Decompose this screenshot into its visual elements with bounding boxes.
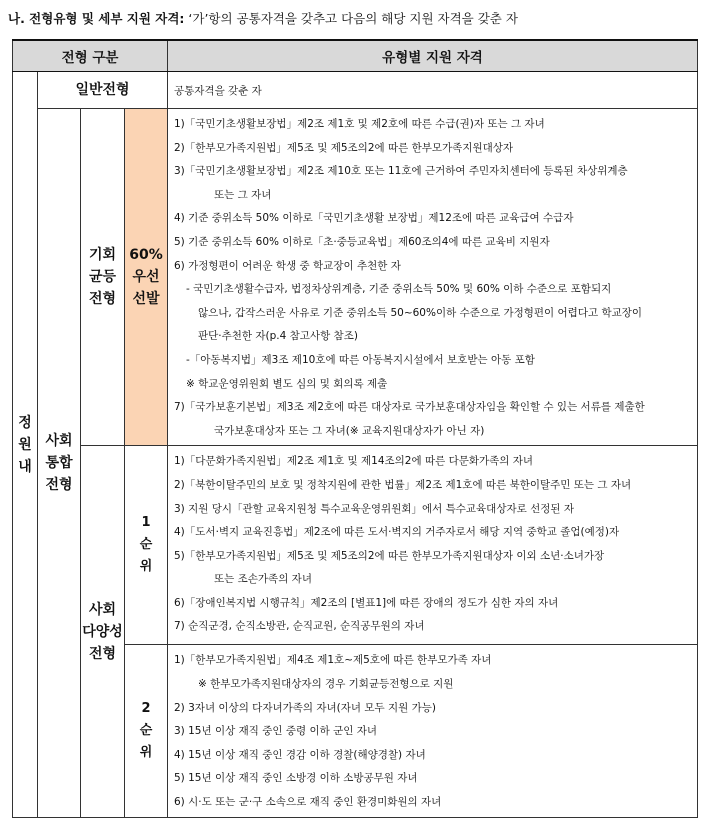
rank-1-content (168, 446, 698, 645)
requirement-line: 7)「국가보훈기본법」제3조 제2호에 따른 대상자로 국가보훈대상자임을 확인할 수 있는 서류를 제출한 (174, 401, 645, 414)
requirement-line: 또는 조손가족의 자녀 (214, 573, 312, 586)
general-admission-content: 공통자격을 갖춘 자 (168, 72, 698, 109)
requirement-line: 2) 3자녀 이상의 다자녀가족의 자녀(자녀 모두 지원 가능) (174, 701, 437, 714)
requirement-line: ※ 학교운영위원회 별도 심의 및 회의록 제출 (186, 377, 388, 390)
requirement-line: -「아동복지법」제3조 제10호에 따른 아동복지시설에서 보호받는 아동 포함 (186, 353, 535, 366)
priority-60-label: 60% 우선 선발 (125, 109, 168, 446)
requirement-line: 6) 시·도 또는 군·구 소속으로 재직 중인 환경미화원의 자녀 (174, 795, 442, 808)
col-header-eligibility: 유형별 지원 자격 (168, 40, 698, 72)
requirement-line: 1)「한부모가족지원법」제4조 제1호~제5호에 따른 한부모가족 자녀 (174, 654, 492, 667)
requirement-line: 판단·추천한 자(p.4 참고사항 참조) (198, 330, 358, 343)
eligibility-table (12, 39, 698, 818)
requirement-line: 5) 15년 이상 재직 중인 소방경 이하 소방공무원 자녀 (174, 772, 418, 785)
requirement-line: 또는 그 자녀 (214, 188, 272, 201)
requirement-line: 1)「다문화가족지원법」제2조 제1호 및 제14조의2에 따른 다문화가족의 자녀 (174, 455, 534, 468)
requirement-line: 국가보훈대상자 또는 그 자녀(※ 교육지원대상자가 아닌 자) (214, 424, 485, 437)
requirement-line: 2)「북한이탈주민의 보호 및 정착지원에 관한 법률」제2조 제1호에 따른 북한이탈주민 또는 그 자녀 (174, 478, 632, 491)
col-header-type: 전형 구분 (13, 40, 168, 72)
requirement-line: 1)「국민기초생활보장법」제2조 제1호 및 제2호에 따른 수급(권)자 또는 그 자녀 (174, 118, 545, 130)
equal-opportunity-label: 기회 균등 전형 (81, 109, 125, 446)
rank-1-label: 1 순 위 (125, 446, 168, 645)
social-integration-label: 사회 통합 전형 (38, 109, 81, 818)
equal-opportunity-content (168, 109, 698, 446)
requirement-line: 않으나, 갑작스러운 사유로 기준 중위소득 50~60%이하 수준으로 가정형편이 어렵다고 학교장이 (198, 306, 643, 319)
requirement-line: 5) 기준 중위소득 60% 이하로「초·중등교육법」제60조의4에 따른 교육비 지원자 (174, 235, 550, 248)
requirement-line: 4)「도서·벽지 교육진흥법」제2조에 따른 도서·벽지의 거주자로서 해당 지역 중학교 졸업(예정)자 (174, 526, 620, 539)
requirement-line: 5)「한부모가족지원법」제5조 및 제5조의2에 따른 한부모가족지원대상자 이외 소년·소녀가장 (174, 549, 605, 562)
requirement-line: - 국민기초생활수급자, 법정차상위계층, 기준 중위소득 50% 및 60% 이하 수준으로 포함되지 (186, 283, 612, 296)
requirement-line: 6)「장애인복지법 시행규칙」제2조의 [별표1]에 따른 장애의 정도가 심한 자의 자녀 (174, 596, 559, 609)
section-heading-bold: 나. 전형유형 및 세부 지원 자격: (8, 11, 185, 26)
general-admission-label: 일반전형 (38, 72, 168, 109)
requirement-line: 7) 순직군경, 순직소방관, 순직교원, 순직공무원의 자녀 (174, 620, 425, 633)
requirement-line: 3) 지원 당시「관할 교육지원청 특수교육운영위원회」에서 특수교육대상자로 선정된 자 (174, 502, 575, 515)
rank-2-label: 2 순 위 (125, 645, 168, 818)
requirement-line: 4) 15년 이상 재직 중인 경감 이하 경찰(해양경찰) 자녀 (174, 748, 426, 761)
social-diversity-label: 사회 다양성 전형 (81, 446, 125, 818)
requirement-line: 6) 가정형편이 어려운 학생 중 학교장이 추천한 자 (174, 259, 401, 272)
requirement-line: 3)「국민기초생활보장법」제2조 제10호 또는 11호에 근거하여 주민자치센터에 등록된 차상위계층 (174, 165, 628, 178)
section-heading (8, 9, 518, 27)
requirement-line: ※ 한부모가족지원대상자의 경우 기회균등전형으로 지원 (198, 677, 454, 690)
requirement-line: 3) 15년 이상 재직 중인 중령 이하 군인 자녀 (174, 725, 377, 738)
group-label-quota: 정 원 내 (13, 72, 38, 818)
section-heading-rest: ‘가’항의 공통자격을 갖추고 다음의 해당 지원 자격을 갖춘 자 (184, 11, 518, 26)
requirement-line: 4) 기준 중위소득 50% 이하로「국민기초생활 보장법」제12조에 따른 교육급여 수급자 (174, 212, 574, 225)
requirement-line: 2)「한부모가족지원법」제5조 및 제5조의2에 따른 한부모가족지원대상자 (174, 141, 514, 154)
